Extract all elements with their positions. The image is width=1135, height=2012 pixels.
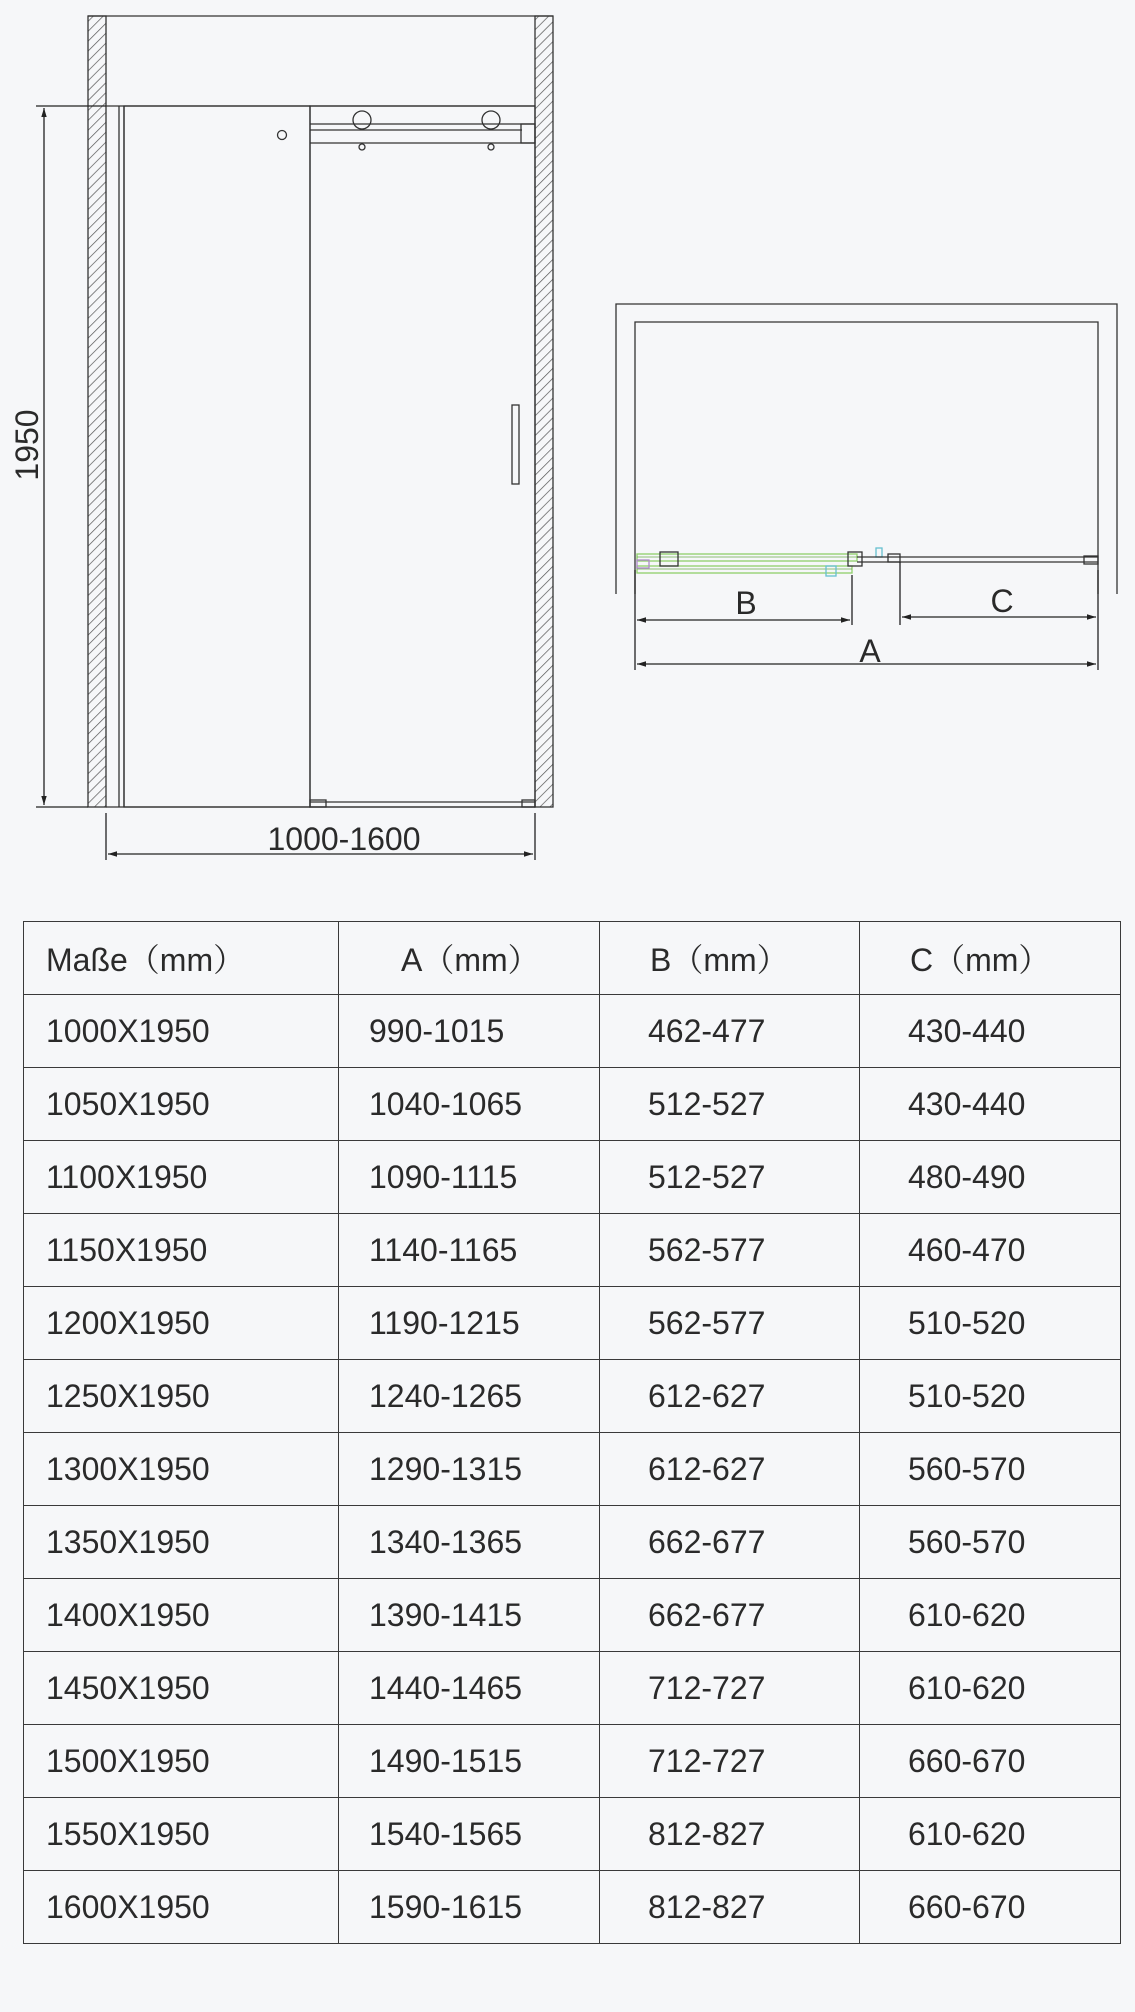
table-row: [24, 1506, 1121, 1579]
table-cell: 1390-1415: [339, 1579, 600, 1652]
table-cell: 612-627: [600, 1360, 860, 1433]
table-cell: 562-577: [600, 1214, 860, 1287]
table-row: [24, 1871, 1121, 1944]
table-row: [24, 1798, 1121, 1871]
table-cell: 462-477: [600, 995, 860, 1068]
table-cell: 812-827: [600, 1798, 860, 1871]
table-cell: 1590-1615: [339, 1871, 600, 1944]
table-cell: 1440-1465: [339, 1652, 600, 1725]
table-row: [24, 995, 1121, 1068]
table-cell: 1290-1315: [339, 1433, 600, 1506]
table-cell: 1400X1950: [24, 1579, 339, 1652]
table-cell: 662-677: [600, 1579, 860, 1652]
roller-icon: [482, 111, 500, 129]
table-cell: 510-520: [860, 1287, 1121, 1360]
front-dimensions: [36, 106, 535, 860]
table-header-cell: Maße（mm）: [24, 922, 339, 995]
table-row: [24, 1214, 1121, 1287]
table-header-cell: B（mm）: [600, 922, 860, 995]
table-cell: 1250X1950: [24, 1360, 339, 1433]
table-cell: 510-520: [860, 1360, 1121, 1433]
table-header-row: [24, 922, 1121, 995]
roller-icon: [353, 111, 371, 129]
table-cell: 812-827: [600, 1871, 860, 1944]
table-cell: 1500X1950: [24, 1725, 339, 1798]
table-row: [24, 1287, 1121, 1360]
table-cell: 612-627: [600, 1433, 860, 1506]
left-wall: [88, 16, 106, 807]
table-cell: 610-620: [860, 1652, 1121, 1725]
sliding-rail: [310, 111, 535, 150]
table-cell: 1000X1950: [24, 995, 339, 1068]
table-cell: 1200X1950: [24, 1287, 339, 1360]
table-cell: 610-620: [860, 1798, 1121, 1871]
technical-drawing: [0, 0, 1135, 880]
dimension-label-b: B: [735, 585, 757, 621]
table-cell: 712-727: [600, 1652, 860, 1725]
table-cell: 512-527: [600, 1141, 860, 1214]
table-cell: 662-677: [600, 1506, 860, 1579]
fixed-panel: [124, 106, 310, 807]
front-view: [88, 16, 553, 807]
table-cell: 990-1015: [339, 995, 600, 1068]
table-cell: 1140-1165: [339, 1214, 600, 1287]
table-cell: 660-670: [860, 1871, 1121, 1944]
table-row: [24, 1433, 1121, 1506]
table-cell: 1600X1950: [24, 1871, 339, 1944]
table-cell: 560-570: [860, 1433, 1121, 1506]
top-view: [616, 304, 1117, 594]
height-dimension-label: 1950: [9, 409, 45, 481]
table-cell: 1550X1950: [24, 1798, 339, 1871]
table-cell: 1090-1115: [339, 1141, 600, 1214]
table-header-cell: A（mm）: [339, 922, 600, 995]
dimension-label-a: A: [859, 633, 881, 669]
table-cell: 1150X1950: [24, 1214, 339, 1287]
table-cell: 560-570: [860, 1506, 1121, 1579]
table-cell: 1190-1215: [339, 1287, 600, 1360]
table-row: [24, 1068, 1121, 1141]
dimension-label-c: C: [990, 583, 1014, 619]
table-cell: 562-577: [600, 1287, 860, 1360]
sliding-door-top: [637, 566, 852, 573]
panel-fixing-icon: [278, 131, 287, 140]
table-cell: 1050X1950: [24, 1068, 339, 1141]
table-cell: 1240-1265: [339, 1360, 600, 1433]
table-cell: 1300X1950: [24, 1433, 339, 1506]
table-cell: 1340-1365: [339, 1506, 600, 1579]
table-cell: 660-670: [860, 1725, 1121, 1798]
table-row: [24, 1725, 1121, 1798]
table-row: [24, 1141, 1121, 1214]
size-table: [23, 921, 1121, 1944]
table-cell: 480-490: [860, 1141, 1121, 1214]
table-cell: 1450X1950: [24, 1652, 339, 1725]
width-dimension-label: 1000-1600: [267, 821, 421, 857]
sliding-door: [310, 106, 535, 807]
table-cell: 1540-1565: [339, 1798, 600, 1871]
table-cell: 610-620: [860, 1579, 1121, 1652]
door-handle-icon: [512, 405, 519, 484]
table-cell: 430-440: [860, 995, 1121, 1068]
table-cell: 512-527: [600, 1068, 860, 1141]
table-cell: 430-440: [860, 1068, 1121, 1141]
table-cell: 1100X1950: [24, 1141, 339, 1214]
table-cell: 460-470: [860, 1214, 1121, 1287]
table-cell: 1490-1515: [339, 1725, 600, 1798]
table-row: [24, 1360, 1121, 1433]
table-cell: 1040-1065: [339, 1068, 600, 1141]
table-header-cell: C（mm）: [860, 922, 1121, 995]
fixed-panel-top: [637, 554, 857, 561]
table-row: [24, 1579, 1121, 1652]
table-row: [24, 1652, 1121, 1725]
table-cell: 712-727: [600, 1725, 860, 1798]
table-cell: 1350X1950: [24, 1506, 339, 1579]
right-wall: [535, 16, 553, 807]
